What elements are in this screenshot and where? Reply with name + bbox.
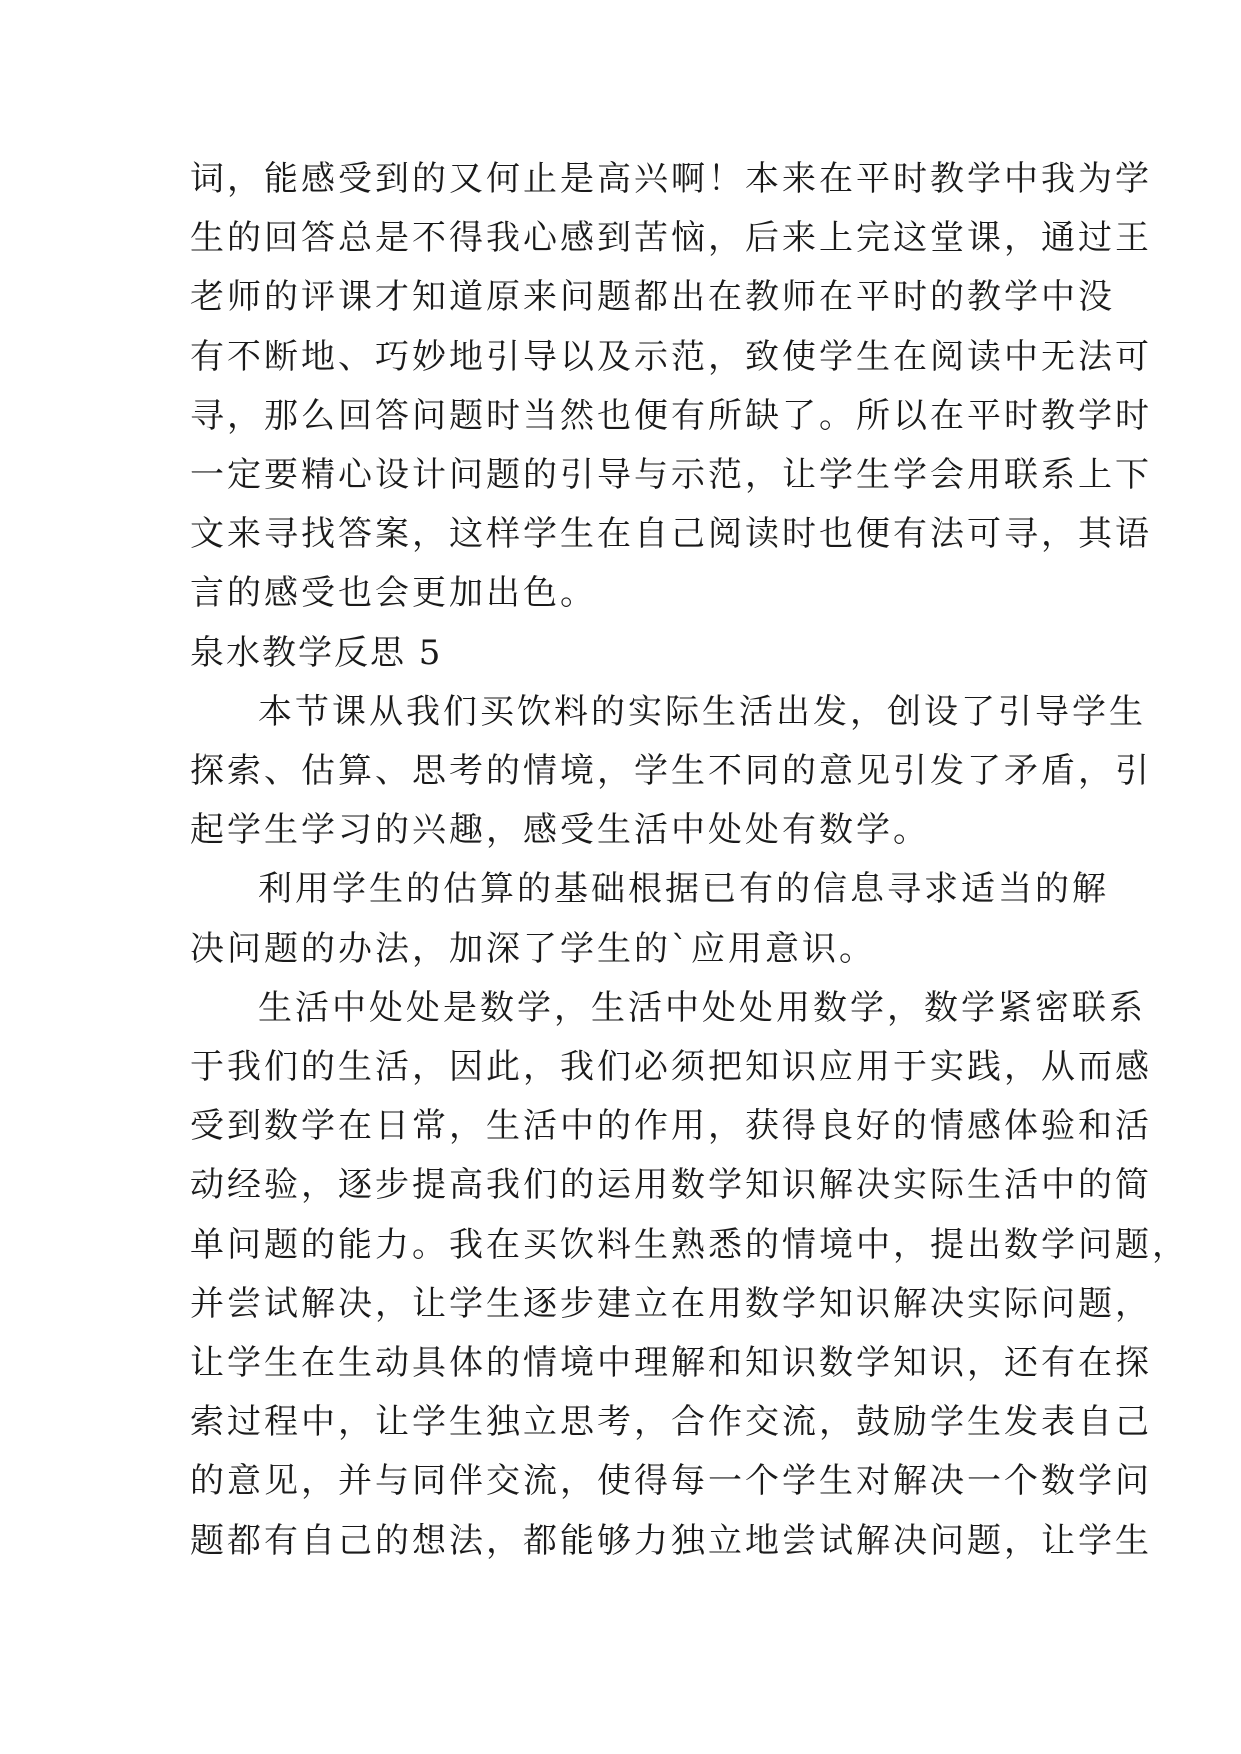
section-heading: 泉水教学反思 5 — [190, 632, 443, 673]
text-line: 言的感受也会更加出色。 — [190, 573, 597, 614]
text-line: 有不断地、巧妙地引导以及示范，致使学生在阅读中无法可 — [190, 336, 1152, 377]
text-line: 文来寻找答案，这样学生在自己阅读时也便有法可寻，其语 — [190, 514, 1152, 555]
text-line: 并尝试解决，让学生逐步建立在用数学知识解决实际问题， — [190, 1283, 1152, 1324]
text-line: 决问题的办法，加深了学生的`应用意识。 — [190, 928, 876, 969]
text-line: 本节课从我们买饮料的实际生活出发，创设了引导学生 — [258, 691, 1146, 732]
text-line: 一定要精心设计问题的引导与示范，让学生学会用联系上下 — [190, 455, 1152, 495]
text-line: 探索、估算、思考的情境，学生不同的意见引发了矛盾，引 — [190, 751, 1152, 791]
text-line: 起学生学习的兴趣，感受生活中处处有数学。 — [190, 810, 930, 851]
text-line: 单问题的能力。我在买饮料生熟悉的情境中，提出数学问题， — [190, 1224, 1189, 1265]
text-line: 让学生在生动具体的情境中理解和知识数学知识，还有在探 — [190, 1343, 1152, 1383]
text-line: 生活中处处是数学，生活中处处用数学，数学紧密联系 — [258, 987, 1146, 1028]
text-line: 老师的评课才知道原来问题都出在教师在平时的教学中没 — [190, 277, 1115, 318]
text-line: 生的回答总是不得我心感到苦恼，后来上完这堂课，通过王 — [190, 218, 1152, 259]
text-line: 利用学生的估算的基础根据已有的信息寻求适当的解 — [258, 869, 1109, 910]
text-line: 于我们的生活，因此，我们必须把知识应用于实践，从而感 — [190, 1047, 1152, 1087]
text-line: 词，能感受到的又何止是高兴啊！本来在平时教学中我为学 — [190, 159, 1152, 199]
text-line: 索过程中，让学生独立思考，合作交流，鼓励学生发表自己 — [190, 1402, 1152, 1443]
text-line: 受到数学在日常，生活中的作用，获得良好的情感体验和活 — [190, 1106, 1152, 1147]
text-line: 寻，那么回答问题时当然也便有所缺了。所以在平时教学时 — [190, 395, 1152, 436]
text-line: 题都有自己的想法，都能够力独立地尝试解决问题，让学生 — [190, 1520, 1152, 1561]
text-line: 的意见，并与同伴交流，使得每一个学生对解决一个数学问 — [190, 1461, 1152, 1502]
text-line: 动经验，逐步提高我们的运用数学知识解决实际生活中的简 — [190, 1165, 1152, 1206]
